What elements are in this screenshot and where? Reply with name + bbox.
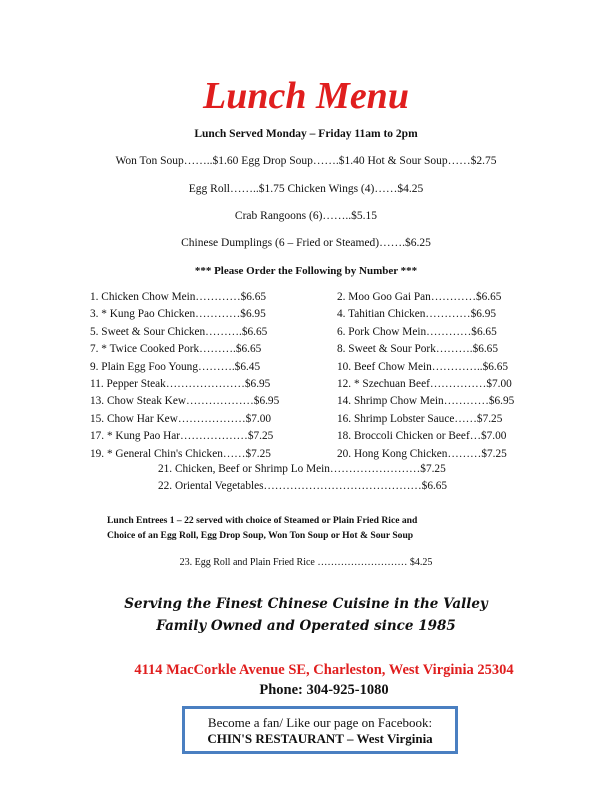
menu-column-right xyxy=(337,289,527,463)
egg-roll-rice-item: 23. Egg Roll and Plain Fried Rice ……………………… $4.25 xyxy=(179,557,433,568)
menu-item: 9. Plain Egg Foo Young……….$6.45 xyxy=(90,360,261,373)
family-owned-tagline: Family Owned and Operated since 1985 xyxy=(156,618,456,634)
menu-center-items xyxy=(158,461,447,496)
facebook-prompt: Become a fan/ Like our page on Facebook: xyxy=(207,715,433,730)
menu-item: 12. * Szechuan Beef……………$7.00 xyxy=(337,378,512,391)
menu-item: 4. Tahitian Chicken…………$6.95 xyxy=(337,308,497,321)
soup-prices: Won Ton Soup……..$1.60 Egg Drop Soup…….$1.40 Hot & Sour Soup……$2.75 xyxy=(115,155,497,167)
tagline: Serving the Finest Chinese Cuisine in the Valley xyxy=(124,596,488,612)
facebook-page-name: CHIN'S RESTAURANT – West Virginia xyxy=(207,731,433,746)
entrees-note-line: Choice of an Egg Roll, Egg Drop Soup, Won Ton Soup or Hot & Sour Soup xyxy=(107,530,414,541)
menu-item: 13. Chow Steak Kew………………$6.95 xyxy=(90,395,280,408)
menu-item: 15. Chow Har Kew………………$7.00 xyxy=(90,412,272,425)
dumpling-price: Chinese Dumplings (6 – Fried or Steamed)…….$6.25 xyxy=(181,237,431,249)
menu-item: 16. Shrimp Lobster Sauce……$7.25 xyxy=(337,412,503,425)
menu-item: 8. Sweet & Sour Pork……….$6.65 xyxy=(337,343,498,356)
menu-item: 20. Hong Kong Chicken………$7.25 xyxy=(337,447,507,460)
menu-item: 10. Beef Chow Mein…………..$6.65 xyxy=(337,360,509,373)
menu-item: 6. Pork Chow Mein…………$6.65 xyxy=(337,325,497,338)
facebook-box xyxy=(182,706,458,754)
menu-item: 14. Shrimp Chow Mein…………$6.95 xyxy=(337,395,515,408)
lunch-hours: Lunch Served Monday – Friday 11am to 2pm xyxy=(194,128,418,140)
menu-item: 18. Broccoli Chicken or Beef…$7.00 xyxy=(337,430,507,443)
menu-item: 11. Pepper Steak…………………$6.95 xyxy=(90,378,271,391)
menu-item: 7. * Twice Cooked Pork……….$6.65 xyxy=(90,343,262,356)
page-title: Lunch Menu xyxy=(203,75,409,117)
menu-item: 21. Chicken, Beef or Shrimp Lo Mein……………………$7.25 xyxy=(158,463,446,475)
menu-item: 17. * Kung Pao Har………………$7.25 xyxy=(90,430,274,443)
address: 4114 MacCorkle Avenue SE, Charleston, West Virginia 25304 xyxy=(134,662,514,678)
phone: Phone: 304-925-1080 xyxy=(259,682,389,698)
appetizer-prices: Egg Roll……..$1.75 Chicken Wings (4)……$4.25 xyxy=(188,183,424,195)
menu-item: 22. Oriental Vegetables……………………………………$6.65 xyxy=(158,480,448,493)
crab-rangoon-price: Crab Rangoons (6)……..$5.15 xyxy=(234,210,378,222)
menu-item: 19. * General Chin's Chicken……$7.25 xyxy=(90,447,271,460)
menu-item: 1. Chicken Chow Mein…………$6.65 xyxy=(90,291,267,303)
menu-column-left xyxy=(90,289,330,463)
menu-item: 5. Sweet & Sour Chicken……….$6.65 xyxy=(90,325,268,338)
entrees-note-line: Lunch Entrees 1 – 22 served with choice of Steamed or Plain Fried Rice and xyxy=(107,515,418,526)
entrees-note xyxy=(107,513,527,543)
menu-item: 2. Moo Goo Gai Pan…………$6.65 xyxy=(337,291,502,303)
order-by-number-header: *** Please Order the Following by Number *** xyxy=(194,265,418,277)
menu-item: 3. * Kung Pao Chicken…………$6.95 xyxy=(90,308,266,321)
